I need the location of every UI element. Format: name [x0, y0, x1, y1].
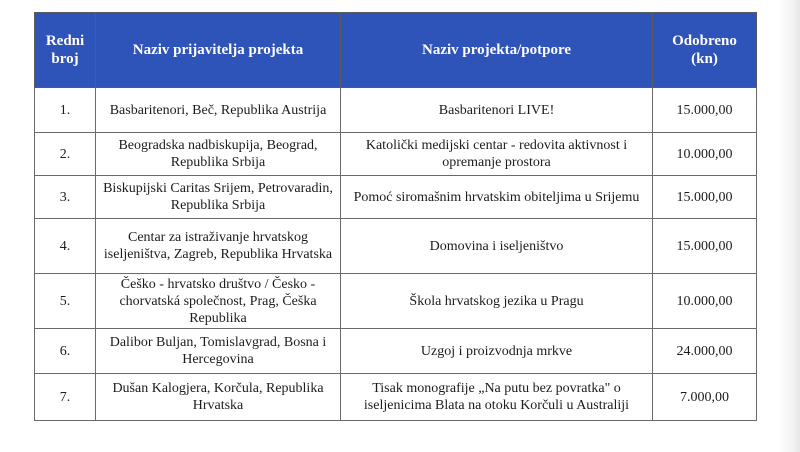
- table-row: [35, 274, 757, 329]
- row-number: 3.: [35, 176, 96, 219]
- header-row: [35, 13, 757, 88]
- project-name: Tisak monografije „Na putu bez povratka" o iseljenicima Blata na otoku Korčuli u Australiji: [341, 374, 653, 421]
- header-applicant: Naziv prijavitelja projekta: [96, 13, 341, 88]
- approved-amount: 15.000,00: [653, 88, 757, 133]
- approved-amount: 10.000,00: [653, 274, 757, 329]
- project-name: Uzgoj i proizvodnja mrkve: [341, 329, 653, 374]
- scan-edge-shadow: [778, 0, 800, 452]
- table-row: [35, 219, 757, 274]
- project-name: Pomoć siromašnim hrvatskim obiteljima u Srijemu: [341, 176, 653, 219]
- header-no: Redni broj: [35, 13, 96, 88]
- row-number: 6.: [35, 329, 96, 374]
- approved-amount: 15.000,00: [653, 219, 757, 274]
- header-approved: Odobreno (kn): [653, 13, 757, 88]
- row-number: 5.: [35, 274, 96, 329]
- approved-amount: 7.000,00: [653, 374, 757, 421]
- project-name: Basbaritenori LIVE!: [341, 88, 653, 133]
- table-row: [35, 176, 757, 219]
- table-row: [35, 133, 757, 176]
- applicant-name: Centar za istraživanje hrvatskog iseljeništva, Zagreb, Republika Hrvatska: [96, 219, 341, 274]
- approved-amount: 15.000,00: [653, 176, 757, 219]
- header-project: Naziv projekta/potpore: [341, 13, 653, 88]
- applicant-name: Basbaritenori, Beč, Republika Austrija: [96, 88, 341, 133]
- grants-table: [34, 12, 757, 421]
- applicant-name: Češko - hrvatsko društvo / Česko - chorvatská společnost, Prag, Češka Republika: [96, 274, 341, 329]
- table-row: [35, 88, 757, 133]
- applicant-name: Dušan Kalogjera, Korčula, Republika Hrvatska: [96, 374, 341, 421]
- project-name: Škola hrvatskog jezika u Pragu: [341, 274, 653, 329]
- table-row: [35, 329, 757, 374]
- table-row: [35, 374, 757, 421]
- project-name: Domovina i iseljeništvo: [341, 219, 653, 274]
- project-name: Katolički medijski centar - redovita aktivnost i opremanje prostora: [341, 133, 653, 176]
- row-number: 4.: [35, 219, 96, 274]
- approved-amount: 24.000,00: [653, 329, 757, 374]
- applicant-name: Beogradska nadbiskupija, Beograd, Republika Srbija: [96, 133, 341, 176]
- approved-amount: 10.000,00: [653, 133, 757, 176]
- row-number: 7.: [35, 374, 96, 421]
- row-number: 1.: [35, 88, 96, 133]
- applicant-name: Biskupijski Caritas Srijem, Petrovaradin, Republika Srbija: [96, 176, 341, 219]
- applicant-name: Dalibor Buljan, Tomislavgrad, Bosna i Hercegovina: [96, 329, 341, 374]
- row-number: 2.: [35, 133, 96, 176]
